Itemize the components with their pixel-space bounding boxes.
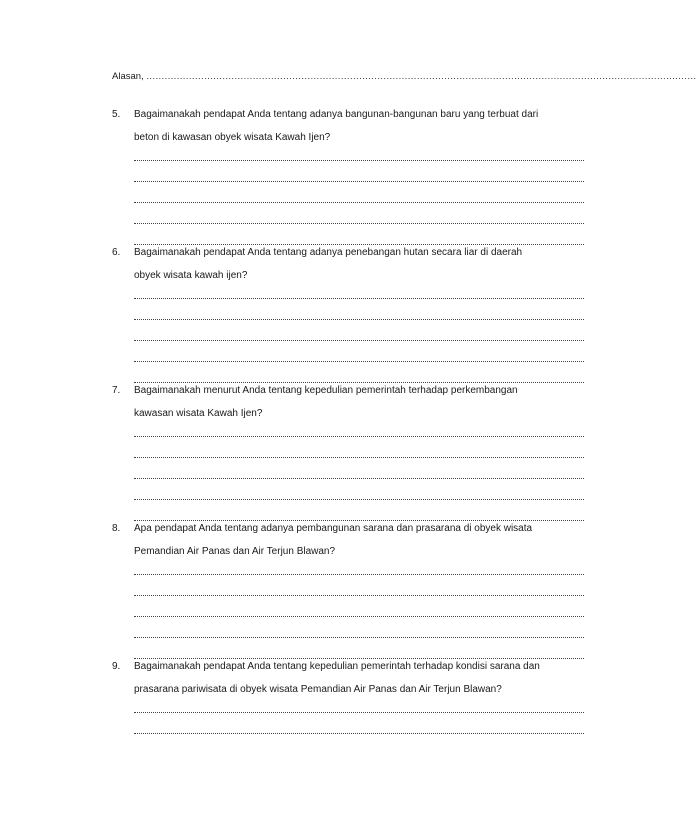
answer-line[interactable] (134, 360, 584, 362)
question-number: 7. (112, 385, 121, 396)
question-number: 5. (112, 109, 121, 120)
answer-line[interactable] (134, 201, 584, 203)
question-7 (112, 384, 584, 521)
answer-lines (112, 711, 584, 734)
answer-lines (112, 159, 584, 245)
alasan-answer-dots: ..................................................................................................................................................................................... (146, 71, 696, 82)
question-9 (112, 660, 584, 734)
question-5 (112, 108, 584, 245)
alasan-line (112, 70, 696, 84)
answer-line[interactable] (134, 180, 584, 182)
question-text-line1: Bagaimanakah pendapat Anda tentang adanya bangunan-bangunan baru yang terbuat dari (134, 109, 539, 120)
answer-line[interactable] (134, 159, 584, 161)
question-text-line2: Pemandian Air Panas dan Air Terjun Blawan? (134, 546, 336, 557)
question-text-line1: Bagaimanakah menurut Anda tentang kepedulian pemerintah terhadap perkembangan (134, 385, 518, 396)
question-number: 6. (112, 247, 121, 258)
answer-line[interactable] (134, 381, 584, 383)
alasan-label: Alasan, (112, 71, 144, 82)
question-text-line2: obyek wisata kawah ijen? (134, 270, 248, 281)
question-6 (112, 246, 584, 383)
answer-line[interactable] (134, 456, 584, 458)
answer-line[interactable] (134, 498, 584, 500)
answer-lines (112, 297, 584, 383)
answer-line[interactable] (134, 519, 584, 521)
answer-line[interactable] (134, 711, 584, 713)
question-text-line2: beton di kawasan obyek wisata Kawah Ijen? (134, 132, 331, 143)
answer-line[interactable] (134, 318, 584, 320)
question-text-line1: Bagaimanakah pendapat Anda tentang adanya penebangan hutan secara liar di daerah (134, 247, 523, 258)
answer-line[interactable] (134, 657, 584, 659)
answer-line[interactable] (134, 477, 584, 479)
answer-line[interactable] (134, 594, 584, 596)
question-number: 9. (112, 661, 121, 672)
question-text-line1: Bagaimanakah pendapat Anda tentang kepedulian pemerintah terhadap kondisi sarana dan (134, 661, 540, 672)
answer-line[interactable] (134, 573, 584, 575)
question-text-line1: Apa pendapat Anda tentang adanya pembangunan sarana dan prasarana di obyek wisata (134, 523, 533, 534)
answer-line[interactable] (134, 615, 584, 617)
answer-line[interactable] (134, 222, 584, 224)
question-text-line2: kawasan wisata Kawah Ijen? (134, 408, 263, 419)
question-8 (112, 522, 584, 659)
answer-line[interactable] (134, 636, 584, 638)
answer-lines (112, 435, 584, 521)
answer-line[interactable] (134, 732, 584, 734)
answer-line[interactable] (134, 297, 584, 299)
question-number: 8. (112, 523, 121, 534)
question-text-line2: prasarana pariwisata di obyek wisata Pemandian Air Panas dan Air Terjun Blawan? (134, 684, 502, 695)
answer-line[interactable] (134, 435, 584, 437)
answer-lines (112, 573, 584, 659)
answer-line[interactable] (134, 339, 584, 341)
answer-line[interactable] (134, 243, 584, 245)
